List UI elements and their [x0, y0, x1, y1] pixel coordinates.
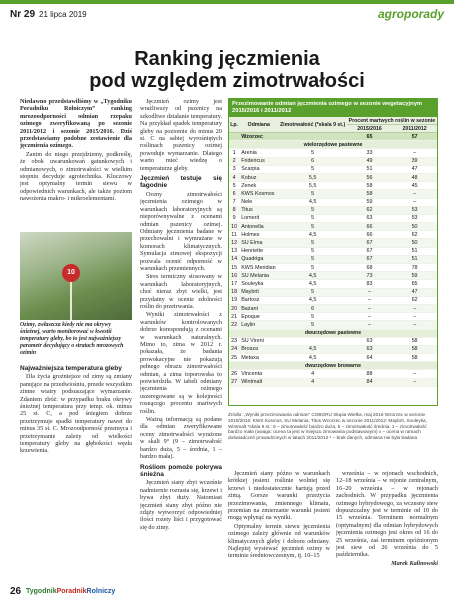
cell-y1: 63 — [347, 337, 392, 345]
subheading: Rośliom pomoże pokrywa śnieżna — [140, 463, 222, 478]
table-row — [229, 296, 437, 304]
cell-y2: 59 — [392, 272, 437, 280]
soil-thermometer-photo — [20, 232, 132, 320]
subheading: Najważniejsza temperatura gleby — [20, 365, 122, 372]
table-row — [229, 280, 437, 288]
table-row — [229, 354, 437, 362]
cell-score: 4,5 — [278, 354, 346, 362]
column-4 — [228, 470, 330, 582]
article-title — [0, 48, 454, 92]
cell-name: Maybrit — [239, 288, 278, 296]
cell-y1: 58 — [347, 182, 392, 190]
cell-y1: – — [347, 296, 392, 304]
cell-y2: – — [392, 378, 437, 386]
table-row — [229, 231, 437, 239]
cell-y1: – — [347, 288, 392, 296]
cell-lp: 26 — [229, 370, 239, 378]
cell-score: 5 — [278, 239, 346, 247]
cell-name: Metaxa — [239, 354, 278, 362]
page-header — [0, 0, 454, 34]
paragraph: Jęczmień siany zbyt wcześnie nadmiernie rozrasta się, krzewi i bywa zbyt duży. Natomiast jęczmień siany zbyt późno nie zdąży wytworzyć odpowiedniej ilości rozety liści i przygotować się do zimy. — [140, 479, 222, 531]
table-row — [229, 173, 437, 181]
cell-y1: 63 — [347, 214, 392, 222]
cell-lp: 8 — [229, 206, 239, 214]
cell-y1: 64 — [347, 354, 392, 362]
col-header-lp: Lp. — [229, 117, 239, 133]
cell-y1: 68 — [347, 264, 392, 272]
cell-lp: 17 — [229, 280, 239, 288]
cell-y2: 53 — [392, 206, 437, 214]
cell-name: Holmes — [239, 231, 278, 239]
table-row — [229, 304, 437, 312]
cell-score — [278, 133, 346, 141]
cell-lp: 23 — [229, 337, 239, 345]
cell-score: 4 — [278, 370, 346, 378]
column-2 — [140, 98, 222, 580]
cell-lp: 15 — [229, 264, 239, 272]
header-accent-bar — [0, 0, 454, 4]
cell-name: Zenek — [239, 182, 278, 190]
cell-score: 5 — [278, 264, 346, 272]
cell-y2: 48 — [392, 173, 437, 181]
issue-date: 21 lipca 2019 — [39, 10, 87, 19]
cell-y2: – — [392, 190, 437, 198]
table-row — [229, 190, 437, 198]
cell-score — [278, 337, 346, 345]
cell-name: Bartosz — [239, 296, 278, 304]
paragraph: Optymalny termin siewu jęczmienia ozimego zależy głównie od warunków klimatycznych gleby i doboru odmiany. Najlepiej wysiewać jęczmień ozimy w terminie średniowczesnym, tj. 10–15 — [228, 522, 330, 560]
photo-caption: Ozimy, zwłaszcza kiedy nie ma okrywy śnieżnej, warto monitorować w kwestii temperatury gleby, bo to jest najważniejszy parametr decydujący o stratach mrozowych ozimin — [20, 322, 124, 356]
paragraph: września – w rejonach wschodnich, 12–18 września – w rejonie centralnym, 16–20 września – w rejonach zachodnich. W przypadku jęczmienia ozimego hybrydowego, za wczesny siew dopuszczalny jest w terminie od 10 do 15 września. Terminem normalnym (optymalnym) dla odmian hybrydowych jęczmienia ozimego jest okres od 16 do 25 września, zaś terminem opóźnionym jest siew od 26 września do 5 października. — [336, 470, 438, 559]
cell-lp: 7 — [229, 198, 239, 206]
cell-score: 4,5 — [278, 231, 346, 239]
cell-y1: 83 — [347, 280, 392, 288]
cell-name: SU Vireni — [239, 337, 278, 345]
cell-y2: 51 — [392, 247, 437, 255]
table-group-row — [229, 362, 437, 370]
cell-y2: 58 — [392, 345, 437, 353]
cell-name: Scarpia — [239, 165, 278, 173]
table-row — [229, 165, 437, 173]
paragraph: Stres termiczny stosowany w warunkach laboratoryjnych, choć nieraz zbyt wielki, jest przydatny w ocenie zdolności roślin do przetrwania. — [140, 273, 222, 310]
col-header-pct: Procent martwych roślin w sezonie — [348, 117, 436, 124]
cell-lp: 5 — [229, 182, 239, 190]
cell-name: Laylin — [239, 321, 278, 329]
group-label: dwurzędowe browarne — [229, 362, 437, 370]
cell-y1: 59 — [347, 198, 392, 206]
cell-y1: – — [347, 313, 392, 321]
cell-lp: 1 — [229, 149, 239, 157]
cell-y2: 62 — [392, 231, 437, 239]
table-row — [229, 157, 437, 165]
cell-name: Nele — [239, 198, 278, 206]
cell-name: Titus — [239, 206, 278, 214]
cell-score: 5 — [278, 313, 346, 321]
cell-y2: 50 — [392, 223, 437, 231]
cell-name: Wintmalt — [239, 378, 278, 386]
cell-score: 5 — [278, 223, 346, 231]
column-1-upper — [20, 98, 132, 230]
cell-lp: 9 — [229, 214, 239, 222]
table-row — [229, 206, 437, 214]
cell-lp: 16 — [229, 272, 239, 280]
data-table — [229, 117, 437, 387]
cell-name: Bażant — [239, 304, 278, 312]
table-row — [229, 149, 437, 157]
cell-y2: – — [392, 321, 437, 329]
col-header-variety: Odmiana — [239, 117, 278, 133]
cell-y1: 62 — [347, 206, 392, 214]
cell-y1: 88 — [347, 370, 392, 378]
table-row — [229, 247, 437, 255]
title-line-2: pod względem zimotrwałości — [89, 70, 365, 92]
cell-name: KWS Meridian — [239, 264, 278, 272]
cell-y1: 58 — [347, 190, 392, 198]
cell-score: 6 — [278, 304, 346, 312]
section-name: agroporady — [377, 7, 444, 21]
cell-score: 4 — [278, 378, 346, 386]
cell-y2: 58 — [392, 337, 437, 345]
cell-y2: – — [392, 304, 437, 312]
cell-score: 5 — [278, 190, 346, 198]
cell-y1: 67 — [347, 255, 392, 263]
cell-y1: 84 — [347, 378, 392, 386]
paragraph: Oceny zimotrwałości jęczmienia ozimego w warunkach laboratoryjnych są nieporównywalne z ocenami odmian pszenicy ozimej. Odmiany jęczmienia badane w przechowalni i wymrażane w komorach klimatycznych. Symulacja zimowej ekspozycji pozwala ocenić odporność w warunkach przemiennych. — [140, 190, 222, 272]
cell-y1: 49 — [347, 157, 392, 165]
cell-y1: 33 — [347, 149, 392, 157]
cell-score: 5 — [278, 165, 346, 173]
col-header-2011: 2011/2012 — [392, 125, 437, 133]
col-header-2015: 2015/2016 — [347, 125, 392, 133]
cell-score: 4,5 — [278, 198, 346, 206]
cell-score: 5 — [278, 321, 346, 329]
cell-name: Brosza — [239, 345, 278, 353]
table-row — [229, 198, 437, 206]
cell-score: 5 — [278, 214, 346, 222]
cell-lp: 13 — [229, 247, 239, 255]
cell-lp: 10 — [229, 223, 239, 231]
table-row — [229, 264, 437, 272]
cell-y1: 63 — [347, 345, 392, 353]
cell-y2: 47 — [392, 288, 437, 296]
cell-y2: – — [392, 370, 437, 378]
lead-paragraph: Niedawno przedstawiliśmy w „Tygodniku Poradniku Rolniczym” ranking mrozoodporności odmian rzepaku ozimego zweryfikowaną po sezonie 2011/2012 i sezonie 2015/2016. Dziś przedstawiamy podobne zestawienie dla jęczmienia ozimego. — [20, 98, 132, 150]
cell-score: 4,5 — [278, 345, 346, 353]
cell-lp: 21 — [229, 313, 239, 321]
cell-lp: 6 — [229, 190, 239, 198]
cell-lp: 11 — [229, 231, 239, 239]
cell-score: 5,5 — [278, 182, 346, 190]
cell-y2: 62 — [392, 296, 437, 304]
table-row — [229, 214, 437, 222]
cell-y2: 51 — [392, 255, 437, 263]
cell-name: Arenia — [239, 149, 278, 157]
page-footer — [0, 584, 454, 600]
cell-y1: 56 — [347, 173, 392, 181]
cell-y2: 58 — [392, 354, 437, 362]
table-body — [229, 133, 437, 387]
paragraph: Ważną informacją są podane dla odmian zweryfikowane oceny zimotrwałości wyrażone w skali 9° (9 – zimotrwałość bardzo duża, 5 – średnia, 1 – bardzo mała). — [140, 416, 222, 461]
page-number: 26 — [10, 586, 22, 597]
cell-score: 5 — [278, 206, 346, 214]
cell-name: Wzorzec — [239, 133, 278, 141]
cell-score: 5 — [278, 255, 346, 263]
overwintering-table — [228, 98, 438, 406]
cell-y2: 57 — [392, 133, 437, 141]
cell-y1: 65 — [347, 133, 392, 141]
cell-y1: – — [347, 304, 392, 312]
cell-name: Souleyka — [239, 280, 278, 288]
brand-part-1: Tygodnik — [26, 588, 57, 595]
table-row — [229, 239, 437, 247]
cell-y2: 65 — [392, 280, 437, 288]
cell-score: 4,5 — [278, 296, 346, 304]
cell-y1: 67 — [347, 239, 392, 247]
col-header-score: Zimotrwałość (*skala 9 st.) — [278, 117, 346, 133]
cell-name: Kobuz — [239, 173, 278, 181]
brand-part-3: Rolniczy — [86, 588, 116, 595]
cell-y2: 39 — [392, 157, 437, 165]
cell-y2: – — [392, 149, 437, 157]
cell-y2: 50 — [392, 239, 437, 247]
cell-y2: 78 — [392, 264, 437, 272]
cell-score: 4,5 — [278, 272, 346, 280]
cell-score: 5 — [278, 288, 346, 296]
group-label: dwurzędowe pastewne — [229, 329, 437, 337]
cell-lp: 18 — [229, 288, 239, 296]
table-group-row — [229, 329, 437, 337]
paragraph: Dla życia grożniejsze od zimy są zmiany panujące na przedwiośniu, przede wszystkim zimne wiatry podsuszające wymarzanie. Zdaniem zbóż: w przypadku braku okrywy śnieżnej temperatura przy temp. ok. minus 25 st. C, a pod śniegiem dobrze przetrzymuje spadki temperatury nawet do minus 35 st. C. Mrozoodporność przemyca i przetrzymanie zależy od wielkości temperatury gleby na głębokości węzła krzewienia. — [20, 373, 132, 455]
cell-lp: 27 — [229, 378, 239, 386]
author: Marek Kalinowski — [391, 559, 438, 567]
paragraph: Jęczmień ozimy jest wrażliwszy od pszenicy na szkodliwe działanie temperatury. Na przykład spadek temperatury gleby na poziomie do minus 20 st. C na sabiej wyrośniętych roślinach pszenicy ozimej powoduje wymarzanie. Dlatego warto mieć wiedzę o temperaturze gleby. — [140, 98, 222, 172]
table-row — [229, 182, 437, 190]
table-group-row — [229, 141, 437, 149]
table-row — [229, 345, 437, 353]
cell-lp — [229, 133, 239, 141]
cell-lp: 25 — [229, 354, 239, 362]
group-label: wielorzędowe pastewne — [229, 141, 437, 149]
cell-lp: 3 — [229, 165, 239, 173]
cell-score: 4,5 — [278, 280, 346, 288]
cell-y1: 73 — [347, 272, 392, 280]
cell-lp: 12 — [229, 239, 239, 247]
cell-score: 5,5 — [278, 173, 346, 181]
cell-lp: 24 — [229, 345, 239, 353]
table-row — [229, 337, 437, 345]
table-title: Przezimowanie odmian jęczmienia ozimego w sezonie wegetacyjnym 2015/2016 i 2011/2012 — [229, 99, 437, 117]
cell-lp: 20 — [229, 304, 239, 312]
cell-lp: 4 — [229, 173, 239, 181]
table-row — [229, 255, 437, 263]
thermometer-stick — [70, 280, 72, 320]
issue-number — [10, 9, 87, 20]
table-row — [229, 272, 437, 280]
brand-part-2: Poradnik — [56, 588, 87, 595]
cell-lp: 14 — [229, 255, 239, 263]
table-row — [229, 288, 437, 296]
cell-y1: 66 — [347, 223, 392, 231]
subheading: Jęczmień testuje się fagodnie — [140, 175, 222, 190]
column-1-lower — [20, 362, 132, 580]
cell-lp: 19 — [229, 296, 239, 304]
cell-y2: – — [392, 313, 437, 321]
table-row — [229, 223, 437, 231]
table-footnote: Źródło: „Wyniki przezimowania odmian” COBORU Słupia Wielka, maj 2016 Wzorzec w sezonie 2015/2016: KWS Kosmos, SU Melania, Titus Wzorzec w sezonie 2011/2012: Maybrit, Souleyka, Wintmalt *skala 9 st.: 9 – zimotrwałość bardzo duża, 5 – zimotrwałość średnia, 1 – zimotrwałość bardzo mała (uwaga: ocena ta jest w miejscu zimowania podstawowym) x – ocena w ramach doświadczeń prowadzonych w latach 2011/2012 * – brak danych, odmiana nie była badana — [228, 412, 427, 441]
table-row — [229, 321, 437, 329]
paragraph: Wyniki zimotrwałości z warunków kontrolowanych dobrze korespondują z ocenami w warunkach naturalnych. Mimo to, zima w 2012 r. pokazała, że badania prowokacyjne nie pokazują pełnego obrazu zimotrwałości odmian, a zima toporowska to potwierdziła. W tabeli odmiany jęczmienia ozimego uszeregowane są w kolejności rosnącego procentu martwych roślin. — [140, 311, 222, 415]
cell-score: 5 — [278, 149, 346, 157]
cell-name: SU Melania — [239, 272, 278, 280]
paragraph: Zanim do niego przejdziemy, podkreślę, że obok uwarunkowań gatunkowych i odmianowych, o zimotrwałości w wielkim stopniu decyduje agrotechnika. Kluczowy jest optymalny termin siewu w odpowiednich warunkach, ale także poziom nawożenia makro- i mikroelementami. — [20, 150, 132, 203]
magazine-brand — [26, 588, 115, 595]
cell-y2: 47 — [392, 165, 437, 173]
title-line-1: Ranking jęczmienia — [134, 48, 320, 70]
cell-y1: – — [347, 321, 392, 329]
cell-name: Vincenta — [239, 370, 278, 378]
column-5 — [336, 470, 438, 582]
cell-lp: 22 — [229, 321, 239, 329]
cell-y1: 67 — [347, 247, 392, 255]
cell-score: 6 — [278, 157, 346, 165]
cell-name: KWS Kosmos — [239, 190, 278, 198]
thermometer-dial: 10 — [62, 264, 80, 282]
cell-name: SU Elma — [239, 239, 278, 247]
table-row — [229, 313, 437, 321]
cell-name: Epoque — [239, 313, 278, 321]
cell-y1: 51 — [347, 165, 392, 173]
cell-name: Quadriga — [239, 255, 278, 263]
reference-row — [229, 133, 437, 141]
cell-name: Antonella — [239, 223, 278, 231]
paragraph: Jęczmień siany późno w warunkach krótkiej jesieni roślinie wolniej się krzewi i niedostatecznie hartują przed zimą. Gorsze warunki przeżycia przezimowania, zmiennego klimatu, przemian na zmierzanie warunki jesieni mogą wpłynąć na wyniki. — [228, 470, 330, 522]
cell-name: Fridericus — [239, 157, 278, 165]
cell-y1: 66 — [347, 231, 392, 239]
cell-y2: 45 — [392, 182, 437, 190]
cell-y2: – — [392, 198, 437, 206]
table-row — [229, 378, 437, 386]
cell-name: Lomerit — [239, 214, 278, 222]
issue-label: Nr 29 — [10, 9, 36, 20]
table-row — [229, 370, 437, 378]
cell-name: Henriette — [239, 247, 278, 255]
cell-score: 5 — [278, 247, 346, 255]
cell-lp: 2 — [229, 157, 239, 165]
cell-y2: 53 — [392, 214, 437, 222]
